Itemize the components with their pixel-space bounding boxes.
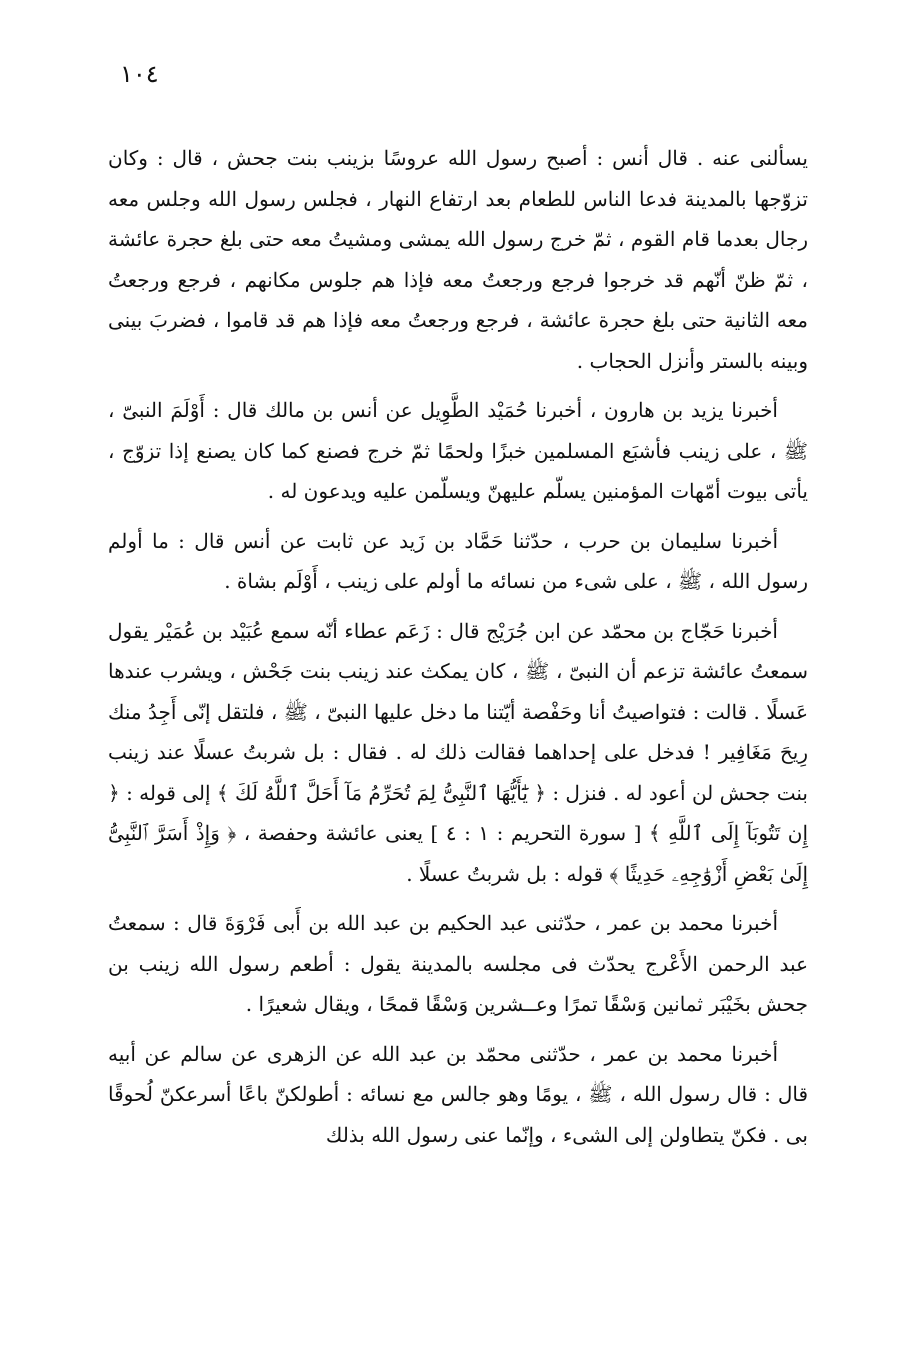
paragraph-continuation: يسألنى عنه . قال أنس : أصبح رسول الله عروسًا بزينب بنت جحش ، قال : وكان تزوّجها بالمدينة فدعا الناس للطعام بعد ارتفاع النهار ، فجلس رسول الله وجلس معه رجال بعدما قام القوم ، ثمّ خرج رسول الله يمشى ومشيتُ معه حتى بلغ حجرة عائشة ، ثمّ ظنّ أنّهم قد خرجوا فرجع ورجعتُ معه فإذا هم جلوس مكانهم ، فرجع ورجعتُ معه الثانية حتى بلغ حجرة عائشة ، فرجع ورجعتُ معه فإذا هم قد قاموا ، فضربَ بينى وبينه بالستر وأنزل الحجاب . <box>108 146 808 373</box>
paragraph-yazid-ibn-harun: أخبرنا يزيد بن هارون ، أخبرنا حُمَيْد الطَّوِيل عن أنس بن مالك قال : أَوْلَمَ النبىّ ، ﷺ ، على زينب فأشبَع المسلمين خبزًا ولحمًا ثمّ خرج فصنع كما كان يصنع إذا تزوّج ، يأتى بيوت أمّهات المؤمنين يسلّم عليهنّ ويسلّمن عليه ويدعون له . <box>108 398 808 503</box>
paragraph-sulayman-ibn-harb: أخبرنا سليمان بن حرب ، حدّثنا حَمَّاد بن زَيد عن ثابت عن أنس قال : ما أولم رسول الله ، ﷺ ، على شىء من نسائه ما أولم على زينب ، أَوْلَم بشاة . <box>108 528 808 593</box>
paragraph-muhammad-ibn-umar-2: أخبرنا محمد بن عمر ، حدّثنى محمّد بن عبد الله عن الزهرى عن سالم عن أبيه قال : قال رسول الله ، ﷺ ، يومًا وهو جالس مع نسائه : أطولكنّ باعًا أسرعكنّ لُحوقًا بى . فكنّ يتطاولن إلى الشىء ، وإنّما عنى رسول الله بذلك <box>108 1041 808 1147</box>
page-number: ١٠٤ <box>120 60 159 88</box>
paragraph-hajjaj-ibn-muhammad: أخبرنا حَجّاج بن محمّد عن ابن جُرَيْج قال : زَعَم عطاء أنّه سمع عُبَيْد بن عُمَيْر يقول سمعتُ عائشة تزعم أن النبىّ ، ﷺ ، كان يمكث عند زينب بنت جَحْش ، ويشرب عندها عَسلًا . قالت : فتواصيتُ أنا وحَفْصة أيّتنا ما دخل عليها النبىّ ، ﷺ ، فلتقل إنّى أَجِدُ منك رِيحَ مَغَافِير ! فدخل على إحداهما فقالت ذلك له . فقال : بل شربتُ عسلًا عند زينب بنت جحش لن أعود له . فنزل : ﴿ يَٰٓأَيُّهَا ٱلنَّبِىُّ لِمَ تُحَرِّمُ مَآ أَحَلَّ ٱللَّهُ لَكَ ﴾ إلى قوله : ﴿ إِن تَتُوبَآ إِلَى ٱللَّهِ ﴾ [ سورة التحريم : ١ : ٤ ] يعنى عائشة وحفصة ، ﴿ وَإِذْ أَسَرَّ ٱلنَّبِىُّ إِلَىٰ بَعْضِ أَزْوَٰجِهِۦ حَدِيثًا ﴾ قوله : بل شربتُ عسلًا . <box>108 618 809 886</box>
paragraph-muhammad-ibn-umar-1: أخبرنا محمد بن عمر ، حدّثنى عبد الحكيم بن عبد الله بن أَبى فَرْوَةَ قال : سمعتُ عبد الرحمن الأَعْرج يحدّث فى مجلسه بالمدينة يقول : أطعم رسول الله زينب بن جحش بخَيْبَر ثمانين وَسْقًا تمرًا وعــشرين وَسْقًا قمحًا ، ويقال شعيرًا . <box>108 911 808 1016</box>
page-body-text <box>108 138 808 1155</box>
